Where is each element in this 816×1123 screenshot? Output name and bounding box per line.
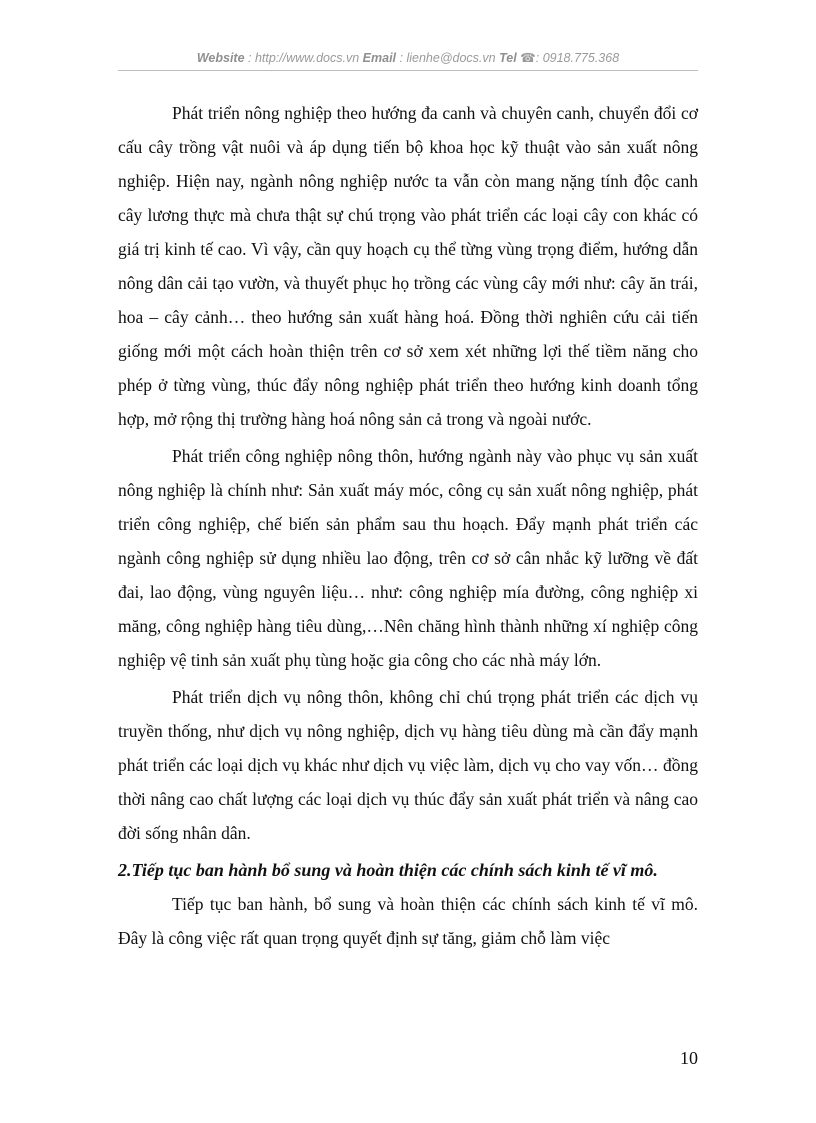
page-number: 10 xyxy=(680,1048,698,1068)
paragraph-agriculture: Phát triển nông nghiệp theo hướng đa canh và chuyên canh, chuyển đổi cơ cấu cây trồng vật nuôi và áp dụng tiến bộ khoa học kỹ thuật vào sản xuất nông nghiệp. Hiện nay, ngành nông nghiệp nước ta vẫn còn mang nặng tính độc canh cây lương thực mà chưa thật sự chú trọng vào phát triển các loại cây con khác có giá trị kinh tế cao. Vì vậy, cần quy hoạch cụ thể từng vùng trọng điểm, hướng dẫn nông dân cải tạo vườn, và thuyết phục họ trồng các vùng cây mới như: cây ăn trái, hoa – cây cảnh… theo hướng sản xuất hàng hoá. Đồng thời nghiên cứu cải tiến giống mới một cách hoàn thiện trên cơ sở xem xét những lợi thế tiềm năng cho phép ở từng vùng, thúc đẩy nông nghiệp phát triển theo hướng kinh doanh tổng hợp, mở rộng thị trường hàng hoá nông sản cả trong và ngoài nước. xyxy=(118,103,698,429)
section-heading-2: 2.Tiếp tục ban hành bổ sung và hoàn thiện các chính sách kinh tế vĩ mô. xyxy=(118,860,658,880)
website-label: Website xyxy=(196,51,245,65)
tel-value: : 0918.775.368 xyxy=(535,51,620,65)
paragraph-macro-policy: Tiếp tục ban hành, bổ sung và hoàn thiện các chính sách kinh tế vĩ mô. Đây là công việc rất quan trọng quyết định sự tăng, giảm chỗ làm việc xyxy=(118,894,698,948)
paragraph-industry: Phát triển công nghiệp nông thôn, hướng ngành này vào phục vụ sản xuất nông nghiệp là chính như: Sản xuất máy móc, công cụ sản xuất nông nghiệp, phát triển công nghiệp, chế biến sản phẩm sau thu hoạch. Đẩy mạnh phát triển các ngành công nghiệp sử dụng nhiều lao động, trên cơ sở cân nhắc kỹ lưỡng về đất đai, lao động, vùng nguyên liệu… như: công nghiệp mía đường, công nghiệp xi măng, công nghiệp hàng tiêu dùng,…Nên chăng hình thành những xí nghiệp công nghiệp vệ tinh sản xuất phụ tùng hoặc gia công cho các nhà máy lớn. xyxy=(118,446,698,670)
paragraph-services: Phát triển dịch vụ nông thôn, không chỉ chú trọng phát triển các dịch vụ truyền thống, như dịch vụ nông nghiệp, dịch vụ hàng tiêu dùng mà cần đẩy mạnh phát triển các loại dịch vụ khác như dịch vụ việc làm, dịch vụ cho vay vốn… đồng thời nâng cao chất lượng các loại dịch vụ thúc đẩy sản xuất phát triển và nâng cao đời sống nhân dân. xyxy=(118,687,698,843)
email-value: : lienhe@docs.vn xyxy=(399,51,496,65)
header-divider xyxy=(118,70,698,71)
email-label: Email xyxy=(362,51,397,65)
page-header xyxy=(118,50,698,65)
tel-label: Tel xyxy=(499,51,517,65)
phone-icon: ☎ xyxy=(520,51,536,65)
website-value: : http://www.docs.vn xyxy=(248,51,360,65)
document-body xyxy=(118,96,698,958)
